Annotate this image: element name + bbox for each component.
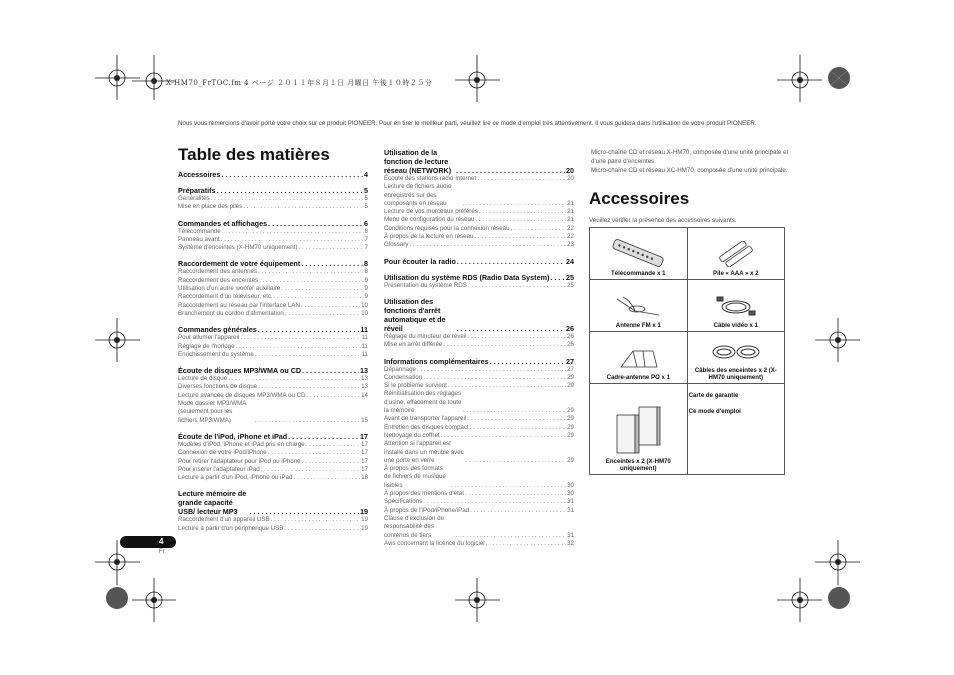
toc-entry[interactable] <box>178 244 368 252</box>
toc-entry[interactable] <box>178 203 368 211</box>
language-code: Fr <box>159 549 165 555</box>
toc-entry-page: 29 <box>567 407 574 415</box>
toc-entry[interactable] <box>178 516 368 524</box>
toc-entry-label: À propos de la lecture en réseau <box>384 233 474 241</box>
toc-entry-label: Raccordement des enceintes <box>178 276 259 284</box>
toc-entry[interactable] <box>384 225 574 233</box>
toc-entry-label: Nettoyage du coffret <box>384 431 440 439</box>
toc-entry[interactable] <box>384 465 574 490</box>
toc-entry-label: Lecture à partir d'un périphérique USB <box>178 524 284 532</box>
toc-entry-page: 7 <box>364 244 368 252</box>
toc-entry[interactable] <box>384 415 574 423</box>
toc-section-title: Commandes générales <box>178 325 257 335</box>
toc-entry-label: Écoute des stations radio Internet <box>384 175 477 182</box>
toc-entry-label: Pour allumer l'appareil <box>178 334 240 342</box>
toc-entry-page: 17 <box>361 440 368 448</box>
toc-entry-page: 22 <box>567 224 574 232</box>
toc-entry-label: Pour insérer l'adaptateur iPad <box>178 465 260 473</box>
video-cable-icon <box>711 293 761 319</box>
toc-title: Table des matières <box>178 145 330 164</box>
toc-entry-label: À propos de l'iPod/iPhone/iPad <box>384 506 470 514</box>
toc-entry-label: Raccordement au réseau par l'interface LAN <box>178 301 300 309</box>
toc-entry-page: 11 <box>361 342 368 350</box>
toc-section <box>178 325 368 359</box>
toc-entry-label: Attention si l'appareil est installé dans un meuble avec une porte en verre <box>384 440 464 464</box>
toc-entry-label: À propos des formats de fichiers de musique lisibles <box>384 465 446 489</box>
toc-entry-label: Si le problème survient <box>384 382 447 390</box>
toc-entry[interactable] <box>178 525 368 533</box>
toc-section-heading[interactable] <box>178 259 368 268</box>
toc-column-2 <box>384 148 574 548</box>
battery-icon <box>716 241 756 267</box>
remote-control-icon <box>608 239 668 267</box>
toc-section-heading[interactable] <box>178 325 368 334</box>
toc-entry[interactable] <box>178 310 368 318</box>
toc-entry-page: 26 <box>567 332 574 340</box>
toc-entry[interactable] <box>384 432 574 440</box>
fm-antenna-label: Antenne FM x 1 <box>615 322 661 329</box>
am-antenna-label: Cadre-antenne PO x 1 <box>606 374 670 381</box>
toc-entry[interactable] <box>384 183 574 208</box>
am-antenna-icon <box>613 345 663 371</box>
toc-entry-label: Lecture avancée de disques MP3/WMA ou CD <box>178 391 306 399</box>
toc-section-page: 27 <box>566 356 574 366</box>
speaker-cables-label: Câbles des enceintes x 2 (X-HM70 uniquement) <box>694 367 777 381</box>
toc-section-title: Lecture mémoire de grande capacité USB/ lecteur MP3 <box>178 489 247 517</box>
toc-entry-label: Mise en place des piles <box>178 203 243 211</box>
toc-section-heading[interactable] <box>178 432 368 441</box>
toc-section-page: 17 <box>360 431 368 441</box>
toc-entry-label: Lecture de disque <box>178 375 228 383</box>
toc-entry[interactable] <box>178 458 368 466</box>
toc-section-heading[interactable] <box>384 273 574 282</box>
toc-section-page: 26 <box>566 323 574 333</box>
toc-entry-label: Pour retirer l'adaptateur pour iPod ou iPhone <box>178 457 301 465</box>
toc-section-heading[interactable] <box>384 148 574 175</box>
toc-entry[interactable] <box>384 233 574 241</box>
video-cable-label: Câble vidéo x 1 <box>713 322 758 329</box>
product-note-1: Micro-chaîne CD et réseau X-HM70, composée d'une unité principale et d'une paire d'enceintes. <box>591 149 789 165</box>
toc-entry[interactable] <box>178 392 368 400</box>
toc-section-page: 6 <box>364 218 368 228</box>
toc-entry-page: 9 <box>364 276 368 284</box>
accessory-am-antenna <box>590 332 688 384</box>
page-number-badge <box>120 536 176 548</box>
toc-entry[interactable] <box>178 400 368 425</box>
toc-section-page: 25 <box>566 272 574 282</box>
toc-entry-label: Entretien des disques compact <box>384 423 469 431</box>
toc-section <box>384 357 574 549</box>
toc-section-title: Informations complémentaires <box>384 356 489 366</box>
toc-entry[interactable] <box>384 390 574 415</box>
batteries-label: Pile « AAA » x 2 <box>713 270 759 277</box>
toc-entry[interactable] <box>178 343 368 351</box>
toc-entry-page: 10 <box>361 301 368 309</box>
toc-section-title: Utilisation de la fonction de lecture réseau (NETWORK) <box>384 148 452 175</box>
accessory-fm-antenna <box>590 280 688 332</box>
page-number: 4 <box>159 537 164 546</box>
toc-section-title: Écoute de l'iPod, iPhone et iPad <box>178 431 288 441</box>
toc-section-heading[interactable] <box>178 489 368 516</box>
toc-entry-page: 31 <box>567 498 574 506</box>
toc-entry[interactable] <box>178 236 368 244</box>
toc-entry-label: Condensation <box>384 373 423 381</box>
toc-entry-label: Utilisation d'un autre woofer auxiliaire <box>178 285 281 293</box>
toc-entry-page: 29 <box>567 423 574 431</box>
toc-entry[interactable] <box>178 351 368 359</box>
toc-section-title: Pour écouter la radio <box>384 256 456 266</box>
speaker-cable-icon <box>708 340 764 364</box>
toc-entry[interactable] <box>384 175 574 183</box>
toc-entry[interactable] <box>384 515 574 540</box>
toc-entry[interactable] <box>384 498 574 506</box>
toc-section-title: Raccordement de votre équipement <box>178 259 301 269</box>
toc-section <box>178 219 368 253</box>
toc-entry-page: 32 <box>567 539 574 547</box>
toc-entry-label: Présentation du système RDS <box>384 281 467 289</box>
toc-entry-page: 6 <box>364 227 368 235</box>
toc-entry-page: 26 <box>567 341 574 349</box>
toc-section <box>178 489 368 533</box>
toc-entry-page: 29 <box>567 382 574 390</box>
toc-entry[interactable] <box>384 540 574 548</box>
toc-section-title: Utilisation des fonctions d'arrêt automatique et de réveil <box>384 296 446 333</box>
toc-entry-label: Système d'enceintes (X-HM70 uniquement) <box>178 244 298 252</box>
toc-entry[interactable] <box>178 195 368 203</box>
toc-entry-label: Mise en arrêt différée <box>384 341 443 349</box>
accessories-title: Accessoires <box>589 189 690 208</box>
toc-entry-label: Mode dossier MP3/WMA (seulement pour les fichiers MP3/WMA) <box>178 400 247 424</box>
toc-entry-label: Diverses fonctions de disque <box>178 383 258 391</box>
toc-entry-page: 15 <box>361 416 368 424</box>
toc-section-title: Préparatifs <box>178 186 216 195</box>
toc-entry[interactable] <box>178 277 368 285</box>
fm-antenna-icon <box>613 293 663 319</box>
accessory-remote <box>590 228 688 280</box>
toc-entry-page: 20 <box>567 175 574 182</box>
toc-entry[interactable] <box>178 334 368 342</box>
toc-section-heading[interactable] <box>384 357 574 366</box>
toc-entry[interactable] <box>384 440 574 465</box>
toc-column-1 <box>178 170 368 533</box>
toc-entry-page: 9 <box>364 285 368 293</box>
toc-section-title: Utilisation du système RDS (Radio Data System) <box>384 272 550 282</box>
toc-section <box>384 257 574 266</box>
remote-label: Télécommande x 1 <box>611 270 666 277</box>
toc-entry-page: 19 <box>361 516 368 524</box>
toc-entry-page: 21 <box>567 208 574 216</box>
toc-entry-page: 29 <box>567 456 574 464</box>
toc-entry-page: 14 <box>361 391 368 399</box>
toc-section <box>384 297 574 350</box>
toc-entry[interactable] <box>178 375 368 383</box>
speaker-icon <box>615 405 661 455</box>
toc-entry[interactable] <box>178 449 368 457</box>
toc-entry-page: 10 <box>361 309 368 317</box>
toc-entry[interactable] <box>178 441 368 449</box>
accessory-batteries <box>687 228 784 280</box>
toc-entry-label: Raccordement d'un appareil USB <box>178 516 270 524</box>
toc-entry-label: Réglage de l'horloge <box>178 342 235 350</box>
toc-section-page: 20 <box>566 166 574 175</box>
toc-entry-page: 19 <box>361 524 368 532</box>
speakers-label: Enceintes x 2 (X-HM70 uniquement) <box>605 458 671 472</box>
toc-entry-page: 17 <box>361 449 368 457</box>
toc-entry-page: 5 <box>364 203 368 211</box>
toc-entry-page: 5 <box>364 195 368 202</box>
toc-section-heading[interactable] <box>178 219 368 228</box>
toc-section <box>178 186 368 212</box>
toc-section <box>178 432 368 482</box>
toc-section <box>178 366 368 425</box>
toc-entry-page: 23 <box>567 241 574 249</box>
toc-entry-label: Raccordement d'un téléviseur, etc. <box>178 293 273 301</box>
toc-entry-page: 11 <box>361 350 368 358</box>
accessory-speaker-cables <box>687 332 784 384</box>
toc-section-heading[interactable] <box>178 366 368 375</box>
toc-entry-label: Connexion de votre iPod/iPhone <box>178 449 267 457</box>
toc-entry[interactable] <box>178 228 368 236</box>
toc-entry-page: 30 <box>567 490 574 498</box>
toc-entry[interactable] <box>384 282 574 290</box>
toc-entry-label: Modèles d'iPod, iPhone et iPad pris en charge <box>178 440 305 448</box>
toc-entry[interactable] <box>384 216 574 224</box>
toc-entry-page: 31 <box>567 506 574 514</box>
toc-entry-page: 18 <box>361 474 368 482</box>
accessories-table <box>589 227 785 475</box>
toc-entry[interactable] <box>384 208 574 216</box>
toc-section-page: 13 <box>360 366 368 376</box>
toc-entry[interactable] <box>178 285 368 293</box>
accessory-speakers <box>590 384 688 475</box>
toc-entry[interactable] <box>384 424 574 432</box>
toc-section-heading[interactable] <box>384 257 574 266</box>
toc-entry-page: 30 <box>567 481 574 489</box>
toc-entry[interactable] <box>178 293 368 301</box>
manual-label: Ce mode d'emploi <box>688 408 741 415</box>
toc-entry-label: Clause d'exclusion de responsabilité des contenus de tiers <box>384 514 444 539</box>
toc-entry-page: 9 <box>364 293 368 301</box>
toc-entry[interactable] <box>384 382 574 390</box>
toc-entry-label: Enrichissement du système <box>178 350 254 358</box>
toc-entry[interactable] <box>384 341 574 349</box>
product-note-2: Micro-chaîne CD et réseau XC-HM70, composée d'une unité principale. <box>591 167 788 174</box>
toc-entry-label: Avis concernant la licence du logiciel <box>384 539 485 547</box>
toc-entry-label: Spécifications <box>384 498 423 506</box>
toc-entry-page: 8 <box>364 268 368 276</box>
toc-entry-label: Raccordement des antennes <box>178 268 258 276</box>
toc-entry[interactable] <box>384 333 574 341</box>
toc-section-heading[interactable] <box>178 170 368 179</box>
toc-entry-page: 21 <box>567 216 574 224</box>
toc-entry-page: 13 <box>361 375 368 383</box>
accessory-docs <box>687 384 784 475</box>
toc-entry-label: Glossary <box>384 241 409 249</box>
toc-entry-label: Généralités <box>178 195 210 202</box>
toc-section-page: 24 <box>566 256 574 266</box>
toc-entry-label: Télécommande <box>178 227 221 235</box>
file-header: X-HM70_FrTOC.fm 4 ページ ２０１１年８月１日 月曜日 午後１０時２５分 <box>166 79 433 87</box>
toc-entry-page: 27 <box>567 365 574 373</box>
toc-entry[interactable] <box>384 490 574 498</box>
toc-entry-label: Avant de transporter l'appareil <box>384 415 467 423</box>
toc-entry-label: Menu de configuration du réseau <box>384 216 475 224</box>
toc-entry-label: À propos des mentions d'état <box>384 490 464 498</box>
toc-entry-page: 22 <box>567 233 574 241</box>
toc-section <box>178 259 368 318</box>
warranty-card-label: Carte de garantie <box>688 392 739 399</box>
toc-section-title: Accessoires <box>178 170 221 179</box>
toc-entry-page: 29 <box>567 415 574 423</box>
toc-entry-page: 21 <box>567 199 574 207</box>
toc-section-page: 8 <box>364 259 368 269</box>
toc-entry-label: Lecture de fichiers audio enregistrés sur des composants en réseau <box>384 183 452 207</box>
toc-entry[interactable] <box>178 383 368 391</box>
accessory-video-cable <box>687 280 784 332</box>
toc-entry[interactable] <box>178 268 368 276</box>
toc-section-title: Commandes et affichages <box>178 218 268 228</box>
toc-entry[interactable] <box>178 474 368 482</box>
toc-section-page: 19 <box>360 507 368 517</box>
toc-entry-page: 17 <box>361 465 368 473</box>
toc-entry[interactable] <box>384 507 574 515</box>
toc-entry-label: Réglage du minuteur de réveil <box>384 332 467 340</box>
toc-entry-page: 11 <box>361 334 368 342</box>
toc-entry-page: 25 <box>567 281 574 289</box>
accessories-note: Veuillez vérifier la présence des accessoires suivants. <box>589 217 737 224</box>
toc-entry[interactable] <box>384 366 574 374</box>
toc-section <box>178 170 368 179</box>
toc-section-page: 4 <box>364 170 368 179</box>
intro-paragraph: Nous vous remercions d'avoir porté votre choix sur ce produit PIONEER. Pour en tirer le meilleur parti, veuillez lire ce mode d'emploi très attentivement. Il vous guidera dans l'utilisation de votre produit PIONEER. <box>178 120 757 127</box>
toc-entry-page: 29 <box>567 431 574 439</box>
toc-entry-page: 29 <box>567 373 574 381</box>
toc-entry-label: Lecture de vos morceaux préférés <box>384 208 478 216</box>
toc-entry-label: Panneau avant <box>178 235 220 243</box>
toc-section-heading[interactable] <box>178 186 368 195</box>
toc-entry-label: Lecture à partir d'un iPod, iPhone ou iPad <box>178 474 293 482</box>
toc-section <box>384 148 574 250</box>
toc-entry[interactable] <box>178 466 368 474</box>
toc-entry-label: Conditions requises pour la connexion réseau <box>384 224 510 232</box>
toc-section-title: Écoute de disques MP3/WMA ou CD <box>178 366 302 376</box>
toc-entry-label: Réinitialisation des réglages d'usine, effacement de toute la mémoire <box>384 390 462 415</box>
toc-entry-page: 13 <box>361 383 368 391</box>
toc-entry-label: Dépannage <box>384 365 416 373</box>
toc-section-page: 11 <box>360 325 368 335</box>
toc-entry-page: 17 <box>361 457 368 465</box>
toc-entry[interactable] <box>384 374 574 382</box>
toc-entry-page: 31 <box>567 531 574 539</box>
toc-entry[interactable] <box>384 241 574 249</box>
toc-entry-page: 7 <box>364 235 368 243</box>
toc-entry[interactable] <box>178 302 368 310</box>
toc-section-page: 5 <box>364 186 368 195</box>
toc-section <box>384 273 574 290</box>
toc-section-heading[interactable] <box>384 297 574 333</box>
toc-entry-label: Branchement du cordon d'alimentation <box>178 309 284 317</box>
